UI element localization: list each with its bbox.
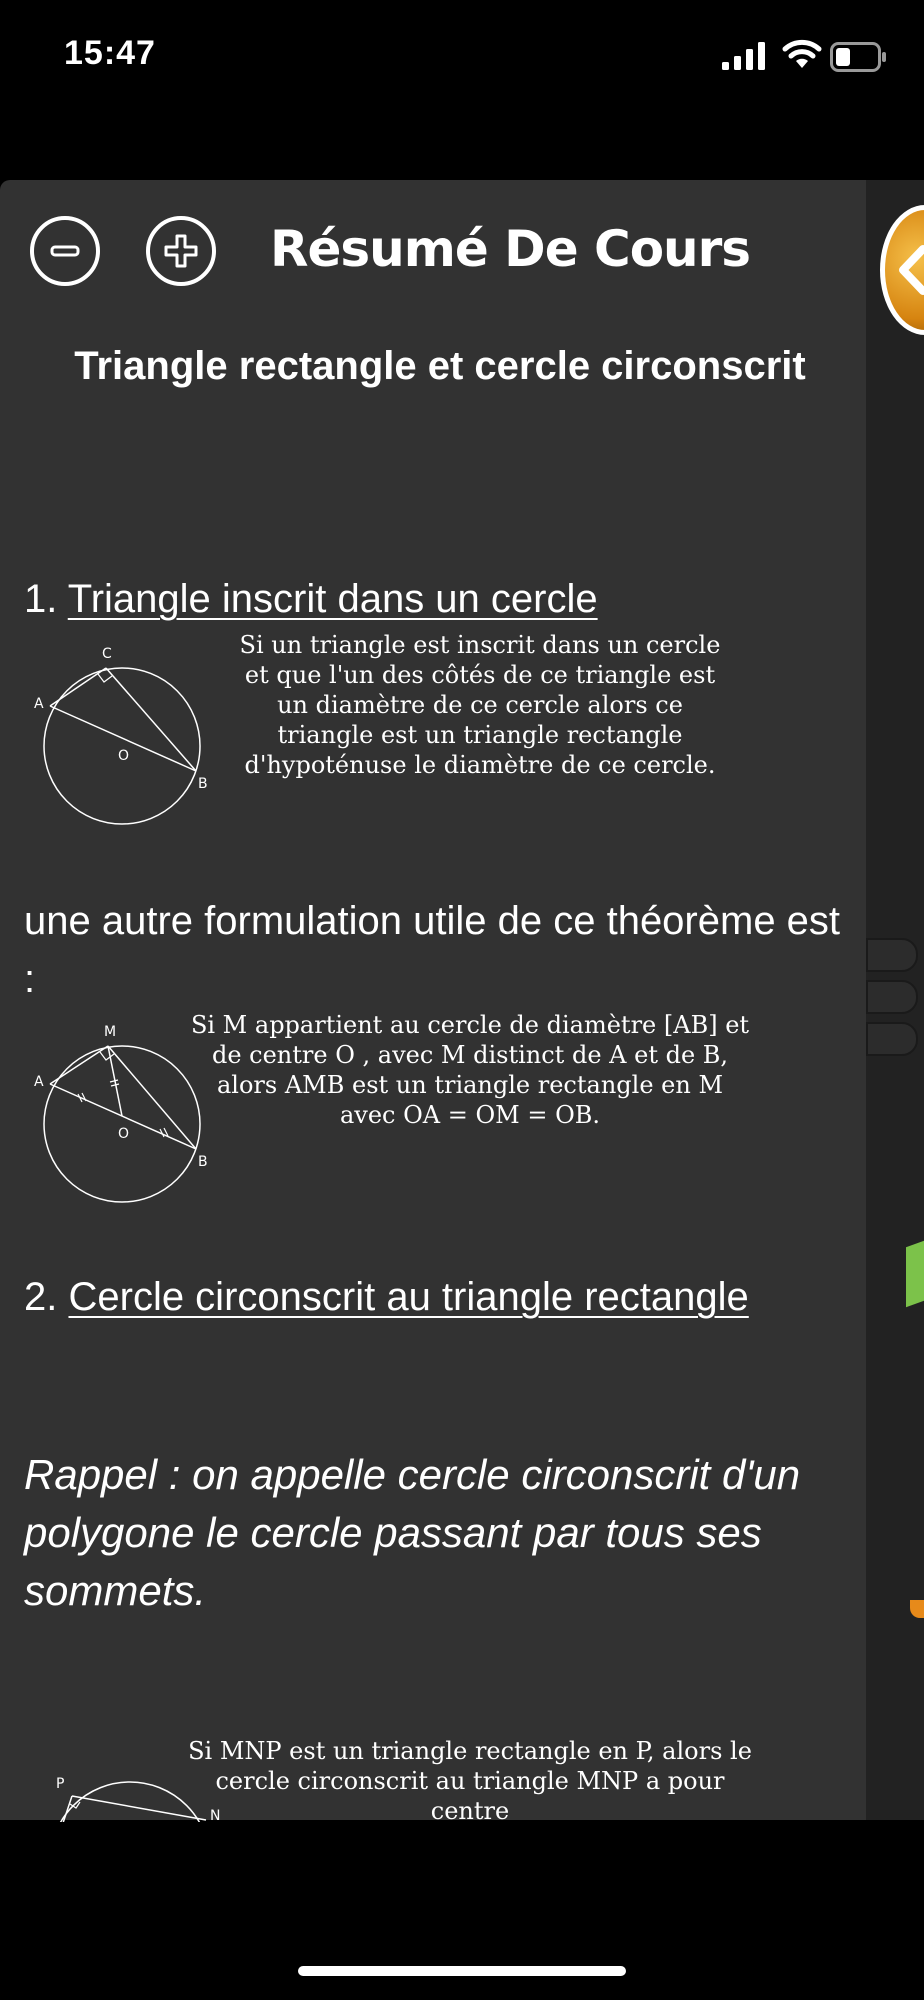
point-label: A [34, 1074, 44, 1090]
rappel-text: Rappel : on appelle cercle circonscrit d'un polygone le cercle passant par tous ses sommets. [24, 1451, 801, 1614]
point-label: B [198, 1154, 208, 1170]
signal-icon [722, 42, 768, 70]
rail-slot [866, 1022, 918, 1056]
rail-slot [866, 980, 918, 1014]
rail-slot [866, 938, 918, 972]
theorem-1-text: Si un triangle est inscrit dans un cercle et que l'un des côtés de ce triangle est un diamètre de ce cercle alors ce triangle est un triangle rectangle d'hypoténuse le diamètre de ce cercle. [239, 631, 721, 779]
section-heading-1 [24, 570, 844, 628]
reformulation-text: une autre formulation utile de ce théorème est : [24, 899, 841, 1001]
green-tab-decoration [906, 1233, 924, 1308]
status-bar [0, 0, 924, 110]
battery-icon [830, 42, 888, 72]
point-label: O [118, 1126, 130, 1142]
point-label: M [104, 1024, 117, 1040]
board-side-rail [866, 180, 924, 1820]
orange-tab-decoration [910, 1600, 924, 1618]
status-time: 15:47 [64, 34, 156, 72]
wifi-icon [782, 38, 822, 70]
point-label: P [56, 1776, 65, 1792]
point-label: C [102, 646, 112, 662]
section-title: Cercle circonscrit au triangle rectangle [68, 1275, 749, 1319]
point-label: N [210, 1808, 221, 1822]
chevron-left-icon [897, 245, 924, 295]
home-indicator[interactable] [298, 1966, 626, 1976]
section-title: Triangle inscrit dans un cercle [67, 577, 598, 621]
minus-circle-icon [44, 230, 86, 272]
plus-circle-icon [160, 230, 202, 272]
point-label: B [198, 776, 208, 792]
theorem-3-text: Si MNP est un triangle rectangle en P, alors le cercle circonscrit au triangle MNP a pour centre [188, 1737, 752, 1825]
section-number: 2. [24, 1275, 58, 1319]
section-heading-2 [24, 1268, 844, 1326]
section-number: 1. [24, 577, 58, 621]
theorem-2-text: Si M appartient au cercle de diamètre [AB] et de centre O , avec M distinct de A et de B, alors AMB est un triangle rectangle en M avec OA = OM = OB. [190, 1011, 750, 1129]
inscribed-triangle-figure [20, 636, 220, 826]
point-label: O [118, 748, 130, 764]
zoom-out-button[interactable] [30, 216, 100, 286]
lesson-title: Triangle rectangle et cercle circonscrit [74, 344, 806, 388]
page-title: Résumé De Cours [270, 220, 751, 278]
zoom-in-button[interactable] [146, 216, 216, 286]
point-label: A [34, 696, 44, 712]
